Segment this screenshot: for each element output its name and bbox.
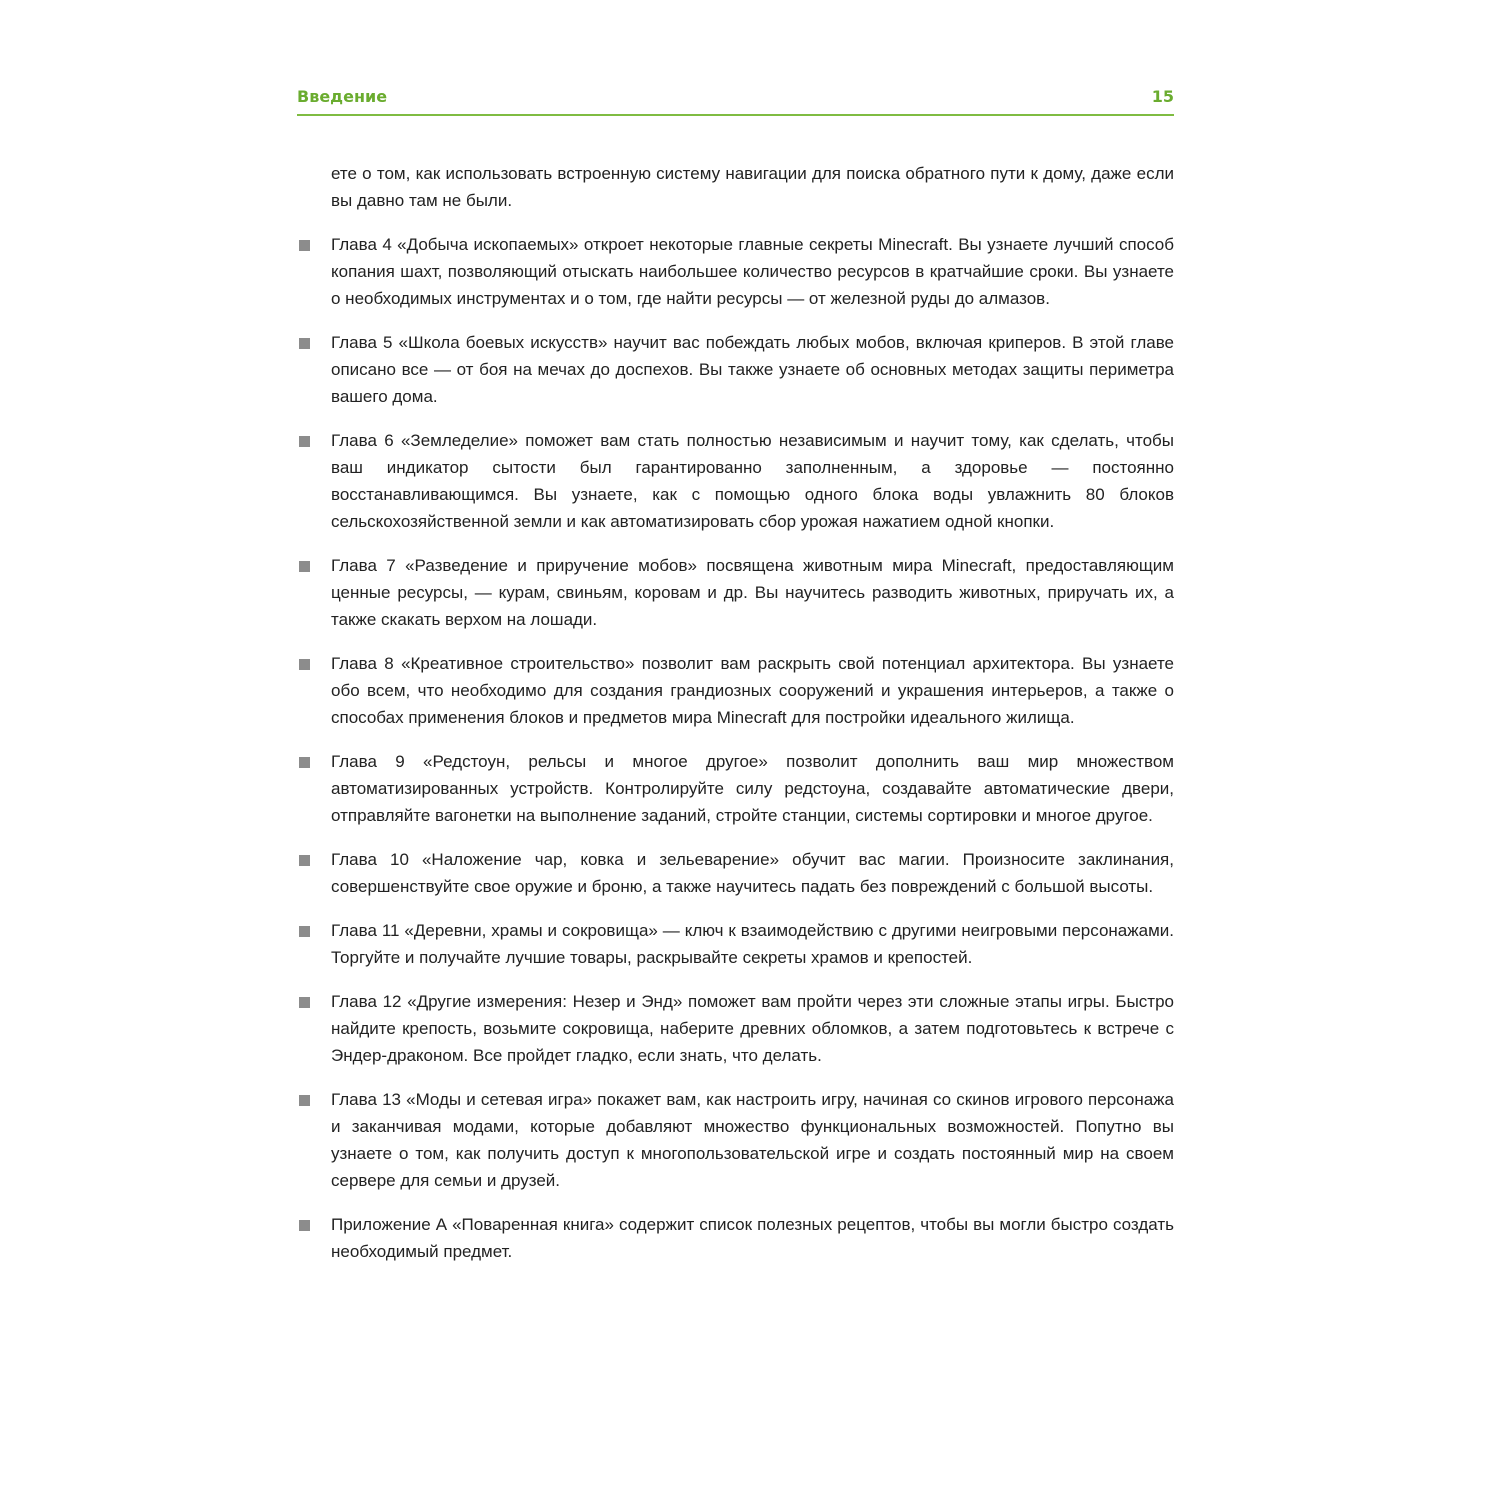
- list-item: [297, 988, 1174, 1069]
- square-bullet-icon: [299, 997, 310, 1008]
- chapter-title: Введение: [297, 87, 388, 106]
- continued-paragraph: ете о том, как использовать встроенную систему навигации для поиска обратного пути к дому, даже если вы давно там не были.: [331, 164, 1174, 210]
- square-bullet-icon: [299, 240, 310, 251]
- list-item-text: Глава 4 «Добыча ископаемых» откроет некоторые главные секреты Minecraft. Вы узнаете лучший способ копания шахт, позволяющий отыскать наибольшее количество ресурсов в кратчайшие сроки. Вы узнаете о необходимых инструментах и о том, где найти ресурсы — от железной руды до алмазов.: [331, 235, 1174, 308]
- list-item-text: Глава 5 «Школа боевых искусств» научит вас побеждать любых мобов, включая криперов. В этой главе описано все — от боя на мечах до доспехов. Вы также узнаете об основных методах защиты периметра вашего дома.: [331, 333, 1174, 406]
- list-item: [297, 748, 1174, 829]
- square-bullet-icon: [299, 659, 310, 670]
- list-item-text: Приложение А «Поваренная книга» содержит список полезных рецептов, чтобы вы могли быстро создать необходимый предмет.: [331, 1215, 1174, 1261]
- list-item-text: Глава 13 «Моды и сетевая игра» покажет вам, как настроить игру, начиная со скинов игрового персонажа и заканчивая модами, которые добавляют множество функциональных возможностей. Попутно вы узнаете о том, как получить доступ к многопользовательской игре и создать постоянный мир на своем сервере для семьи и друзей.: [331, 1090, 1174, 1190]
- running-header: [297, 86, 1174, 116]
- list-item: [297, 552, 1174, 633]
- list-item-text: Глава 9 «Редстоун, рельсы и многое другое» позволит дополнить ваш мир множеством автоматизированных устройств. Контролируйте силу редстоуна, создавайте автоматические двери, отправляйте вагонетки на выполнение заданий, стройте станции, системы сортировки и многое другое.: [331, 752, 1174, 825]
- list-item: [297, 231, 1174, 312]
- square-bullet-icon: [299, 855, 310, 866]
- square-bullet-icon: [299, 1220, 310, 1231]
- page-number: 15: [1151, 87, 1174, 106]
- list-item: [297, 329, 1174, 410]
- page-body: [297, 160, 1174, 1282]
- square-bullet-icon: [299, 436, 310, 447]
- square-bullet-icon: [299, 338, 310, 349]
- list-item-text: Глава 12 «Другие измерения: Незер и Энд» поможет вам пройти через эти сложные этапы игры. Быстро найдите крепость, возьмите сокровища, наберите древних обломков, а затем подготовьтесь к встрече с Эндер-драконом. Все пройдет гладко, если знать, что делать.: [331, 992, 1174, 1065]
- list-item-text: Глава 8 «Креативное строительство» позволит вам раскрыть свой потенциал архитектора. Вы узнаете обо всем, что необходимо для создания грандиозных сооружений и украшения интерьеров, а также о способах применения блоков и предметов мира Minecraft для постройки идеального жилища.: [331, 654, 1174, 727]
- list-item-text: Глава 10 «Наложение чар, ковка и зельеварение» обучит вас магии. Произносите заклинания, совершенствуйте свое оружие и броню, а также научитесь падать без повреждений с большой высоты.: [331, 850, 1174, 896]
- list-item: [297, 1086, 1174, 1194]
- list-item: [297, 650, 1174, 731]
- list-item-text: Глава 11 «Деревни, храмы и сокровища» — ключ к взаимодействию с другими неигровыми персонажами. Торгуйте и получайте лучшие товары, раскрывайте секреты храмов и крепостей.: [331, 921, 1174, 967]
- list-item-text: Глава 6 «Земледелие» поможет вам стать полностью независимым и научит тому, как сделать, чтобы ваш индикатор сытости был гарантированно заполненным, а здоровье — постоянно восстанавливающимся. Вы узнаете, как с помощью одного блока воды увлажнить 80 блоков сельскохозяйственной земли и как автоматизировать сбор урожая нажатием одной кнопки.: [331, 431, 1174, 531]
- square-bullet-icon: [299, 561, 310, 572]
- list-item: [297, 846, 1174, 900]
- list-item: [297, 427, 1174, 535]
- square-bullet-icon: [299, 1095, 310, 1106]
- square-bullet-icon: [299, 757, 310, 768]
- square-bullet-icon: [299, 926, 310, 937]
- list-item: [297, 1211, 1174, 1265]
- list-item: [297, 917, 1174, 971]
- list-item-text: Глава 7 «Разведение и приручение мобов» посвящена животным мира Minecraft, предоставляющим ценные ресурсы, — курам, свиньям, коровам и др. Вы научитесь разводить животных, приручать их, а также скакать верхом на лошади.: [331, 556, 1174, 629]
